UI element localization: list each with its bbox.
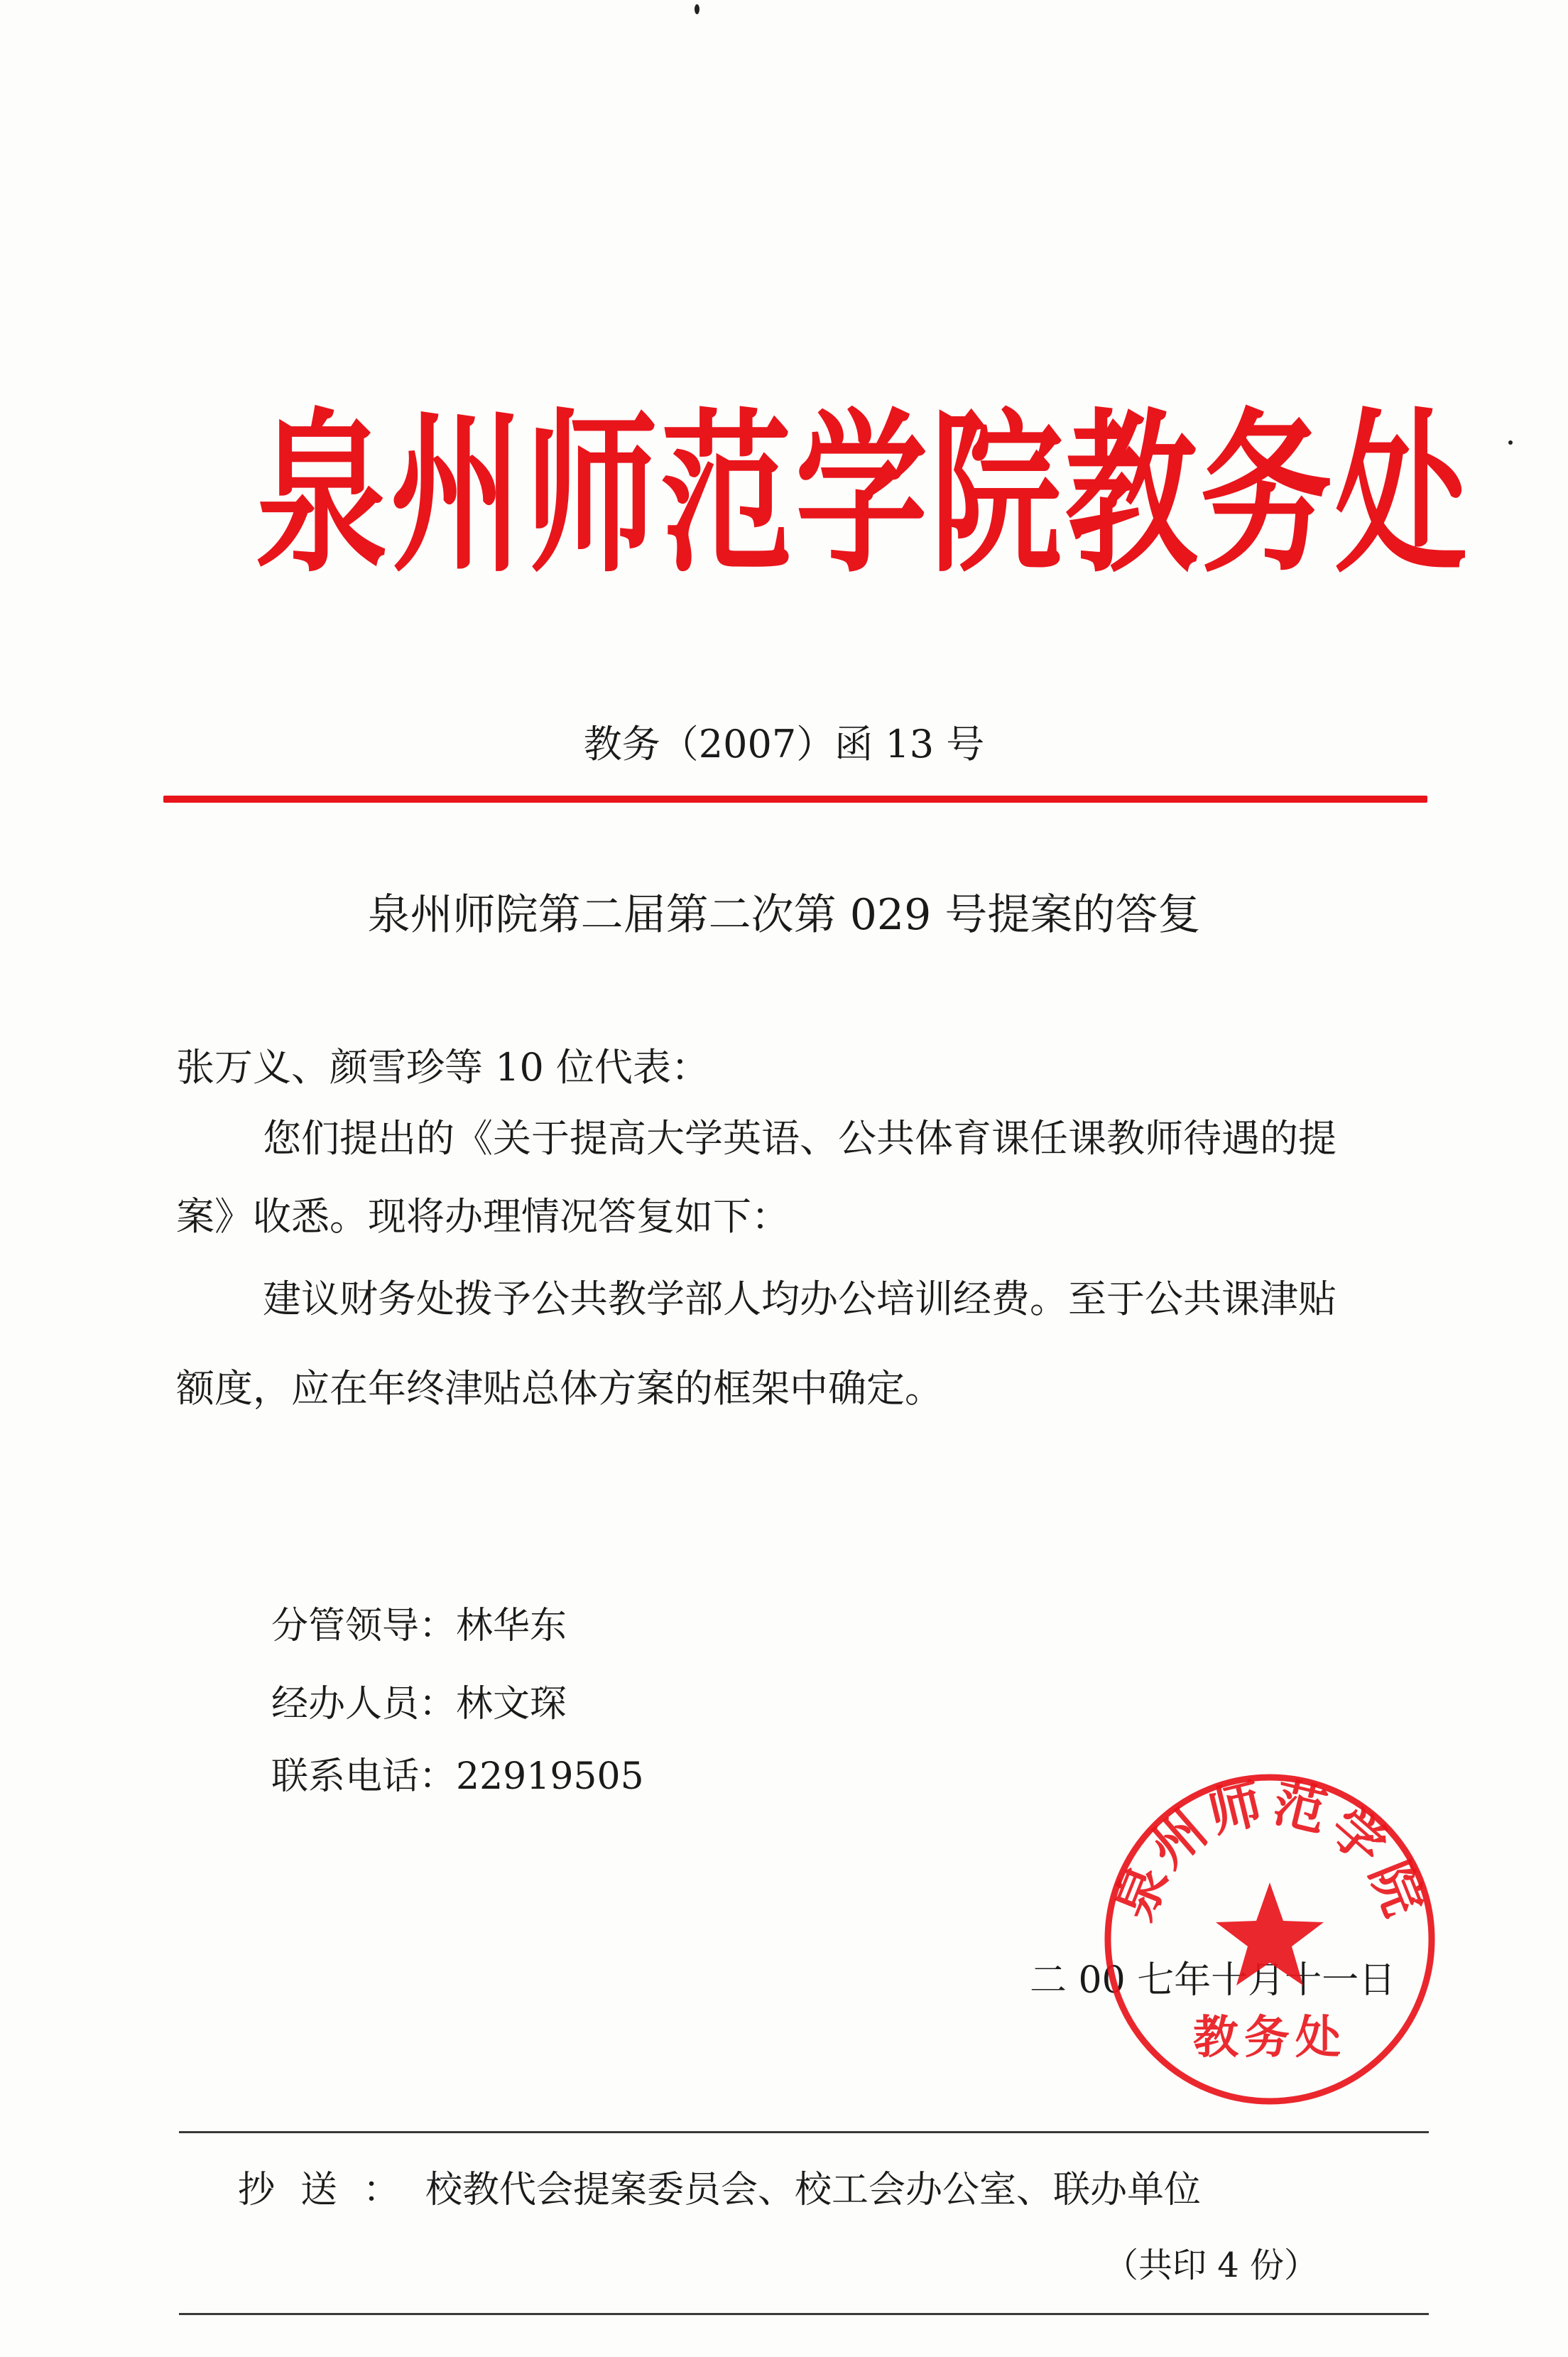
seal-star-icon: [1216, 1882, 1324, 1985]
document-number: 教务（2007）函 13 号: [583, 722, 985, 766]
body-paragraph-1-line-1: 您们提出的《关于提高大学英语、公共体育课任课教师待遇的提: [263, 1116, 1336, 1161]
body-paragraph-2-line-2: 额度，应在年终津贴总体方案的框架中确定。: [176, 1366, 943, 1411]
issue-date: 二 00 七年十月十一日: [1030, 1959, 1396, 2002]
official-seal-stamp: [1099, 1769, 1440, 2110]
reply-title: 泉州师院第二届第二次第 029 号提案的答复: [367, 890, 1201, 940]
cc-line: [238, 2160, 1201, 2213]
svg-text:泉州师范学院: 泉州师范学院: [1103, 1772, 1437, 1929]
body-paragraph-1-line-2: 案》收悉。现将办理情况答复如下：: [176, 1194, 790, 1239]
print-copies: （共印 4 份）: [1104, 2245, 1319, 2285]
body-paragraph-2-line-1: 建议财务处拨予公共教学部人均办公培训经费。至于公共课津贴: [263, 1277, 1336, 1321]
scan-speck: [1508, 440, 1513, 445]
contact-phone: 联系电话：22919505: [271, 1755, 644, 1798]
contact-leader: 分管领导：林华东: [271, 1605, 567, 1647]
contact-handler: 经办人员：林文琛: [271, 1683, 567, 1725]
salutation: 张万义、颜雪珍等 10 位代表：: [176, 1045, 710, 1090]
scan-speck: [695, 4, 699, 14]
cc-recipients: 校教代会提案委员会、校工会办公室、联办单位: [425, 2169, 1202, 2211]
cc-label: 抄送：: [238, 2169, 426, 2211]
letterhead-red-rule: [163, 796, 1427, 803]
footer-bottom-rule: [179, 2313, 1429, 2315]
letterhead-title: 泉州师范学院教务处: [256, 392, 1471, 597]
footer-top-rule: [179, 2131, 1429, 2133]
svg-text:教务处: 教务处: [1193, 2012, 1346, 2064]
